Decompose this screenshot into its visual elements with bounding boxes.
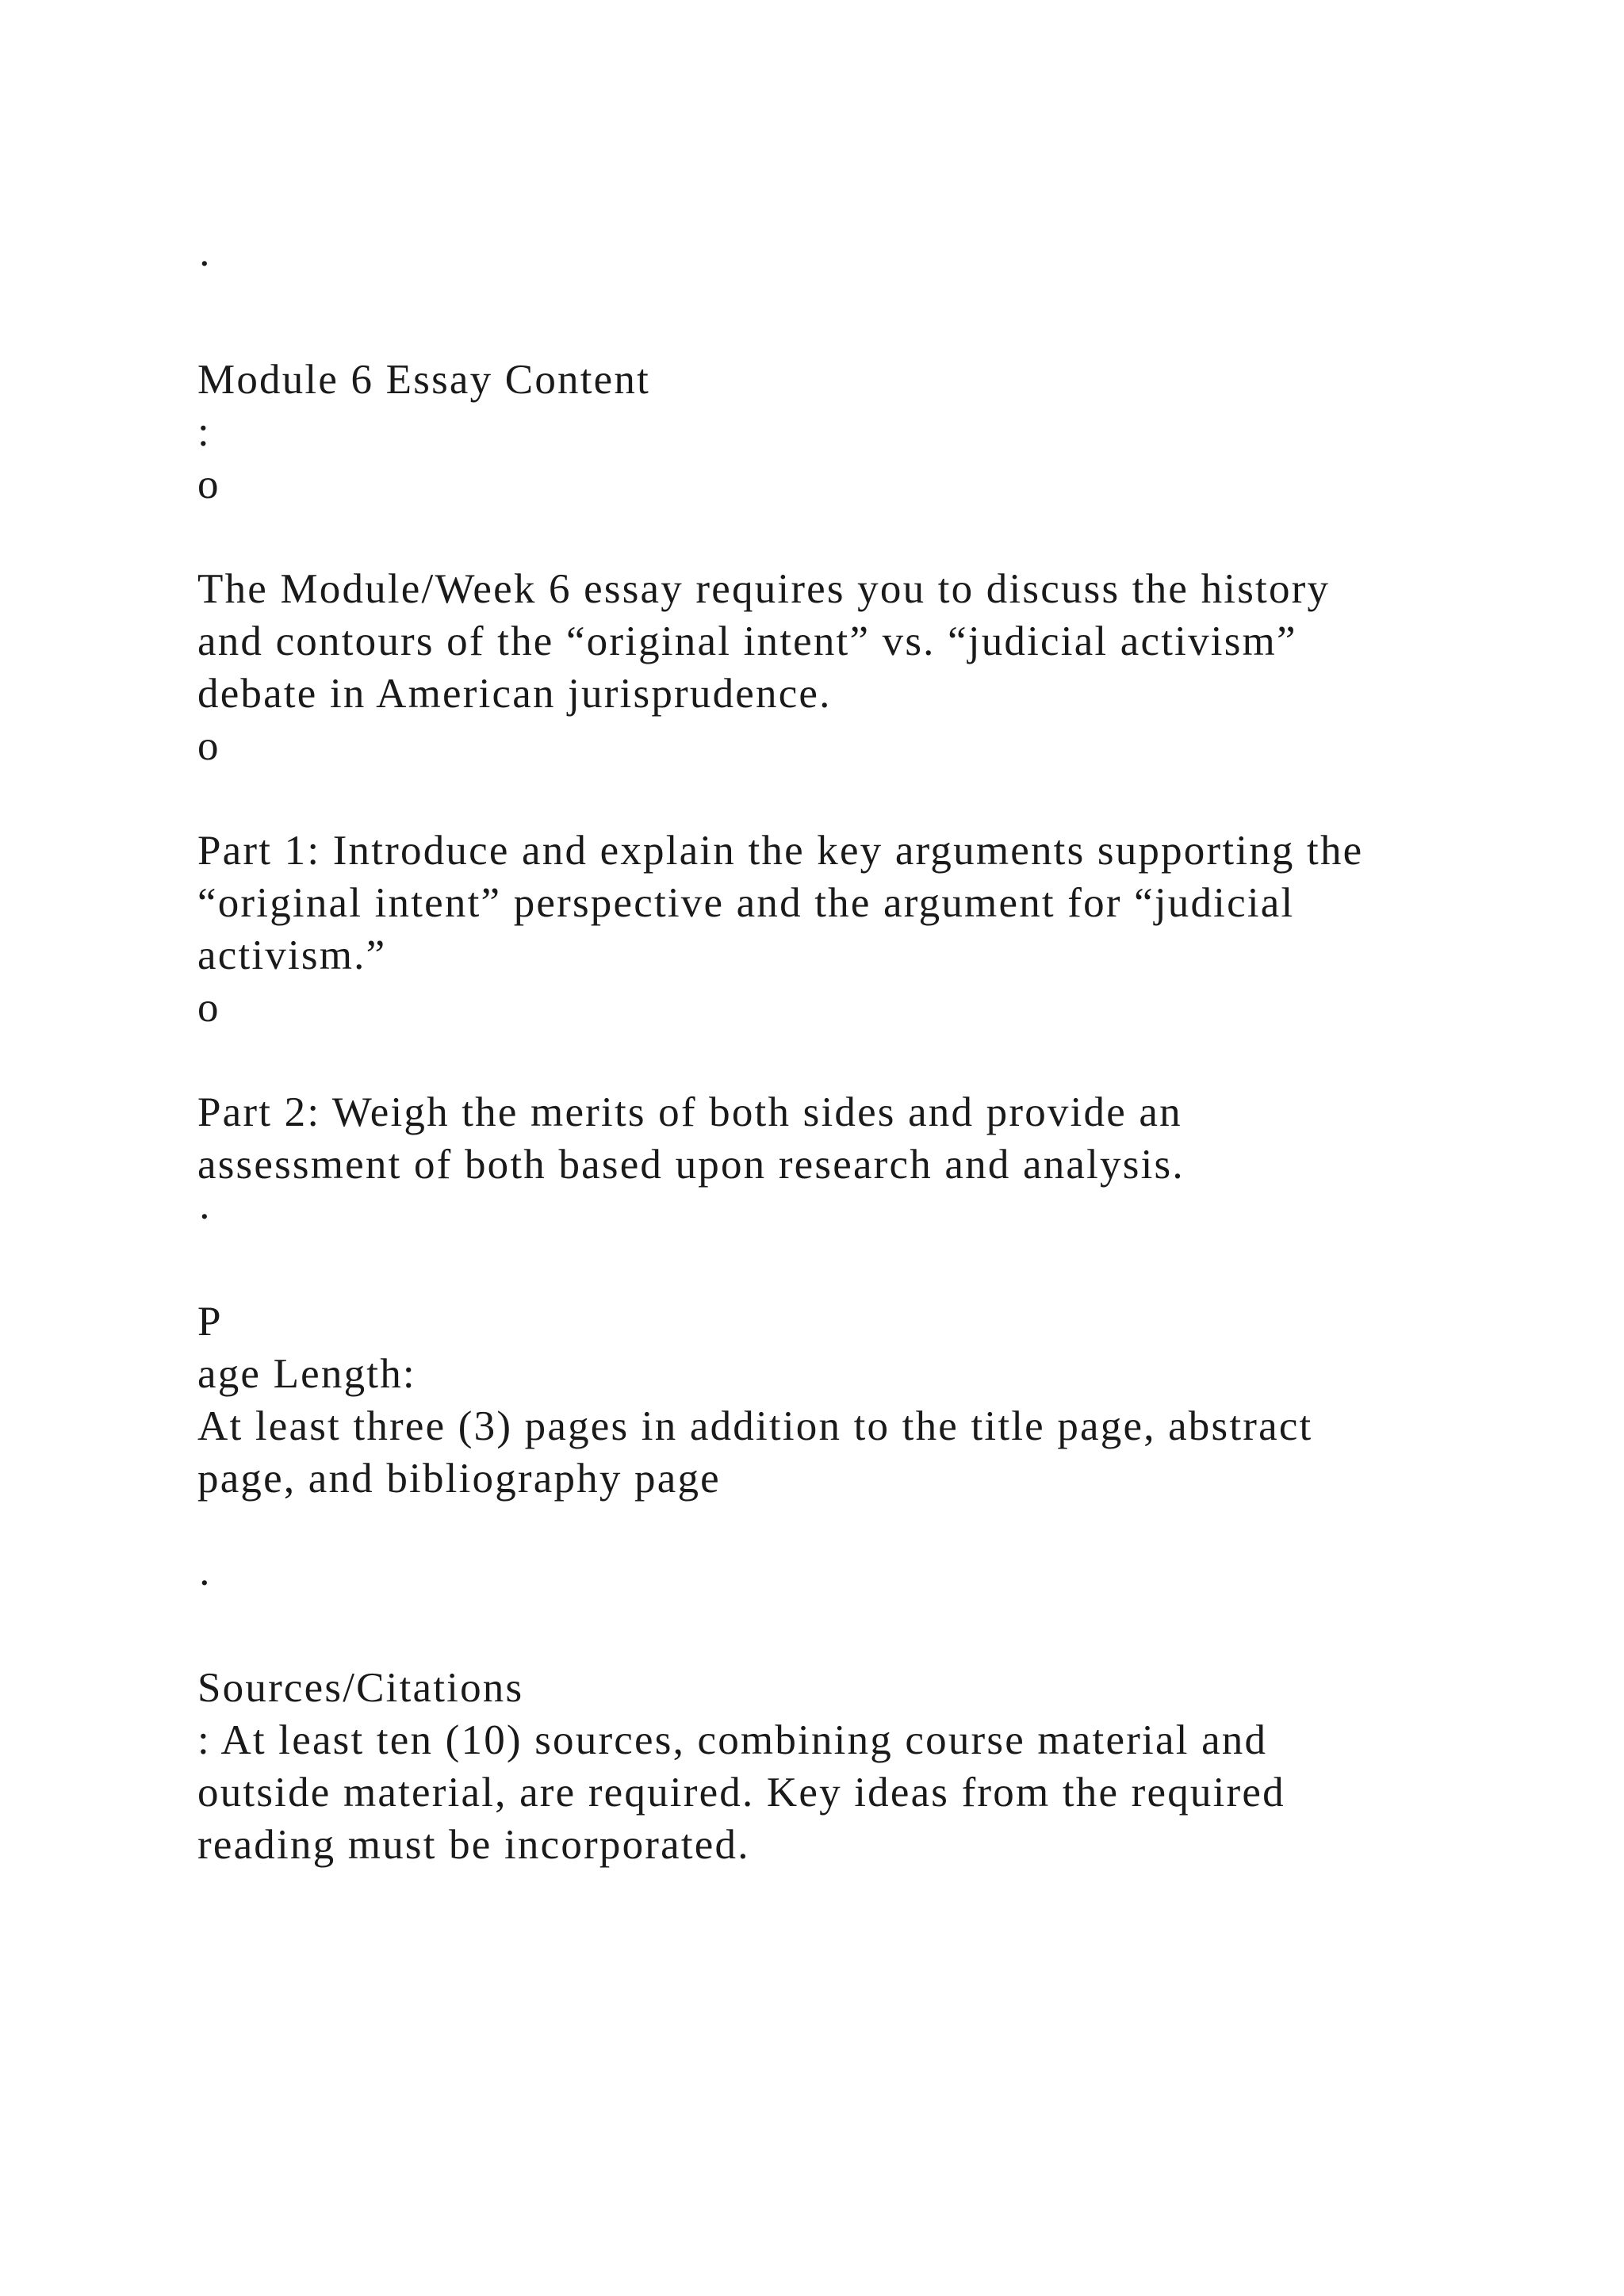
paragraph-line: At least three (3) pages in addition to the title page, abstract [197, 1403, 1313, 1449]
label-line: Sources/Citations [197, 1665, 524, 1711]
sub-bullet-marker: o [197, 461, 220, 507]
label-fragment: P [197, 1299, 223, 1345]
paragraph-line: and contours of the “original intent” vs. “judicial activism” [197, 618, 1297, 664]
paragraph-line: reading must be incorporated. [197, 1822, 750, 1868]
section-heading: Module 6 Essay Content [197, 357, 650, 403]
heading-colon: : [197, 409, 211, 455]
bullet-marker: · [197, 1194, 213, 1240]
paragraph-line: Part 1: Introduce and explain the key arguments supporting the [197, 828, 1364, 874]
sub-bullet-marker: o [197, 985, 220, 1031]
paragraph-line: “original intent” perspective and the argument for “judicial [197, 880, 1295, 926]
paragraph-line: activism.” [197, 932, 387, 978]
paragraph-line: assessment of both based upon research and analysis. [197, 1142, 1185, 1188]
paragraph-line: outside material, are required. Key ideas from the required [197, 1770, 1285, 1816]
paragraph-line: Part 2: Weigh the merits of both sides and provide an [197, 1089, 1182, 1135]
bullet-marker: · [197, 1560, 213, 1606]
paragraph-line: page, and bibliography page [197, 1456, 721, 1502]
sub-bullet-marker: o [197, 723, 220, 769]
bullet-marker: · [197, 241, 213, 287]
paragraph-line: The Module/Week 6 essay requires you to discuss the history [197, 566, 1331, 612]
label-line: age Length: [197, 1351, 416, 1397]
paragraph-line: debate in American jurisprudence. [197, 671, 832, 717]
paragraph-line: : At least ten (10) sources, combining course material and [197, 1717, 1268, 1763]
